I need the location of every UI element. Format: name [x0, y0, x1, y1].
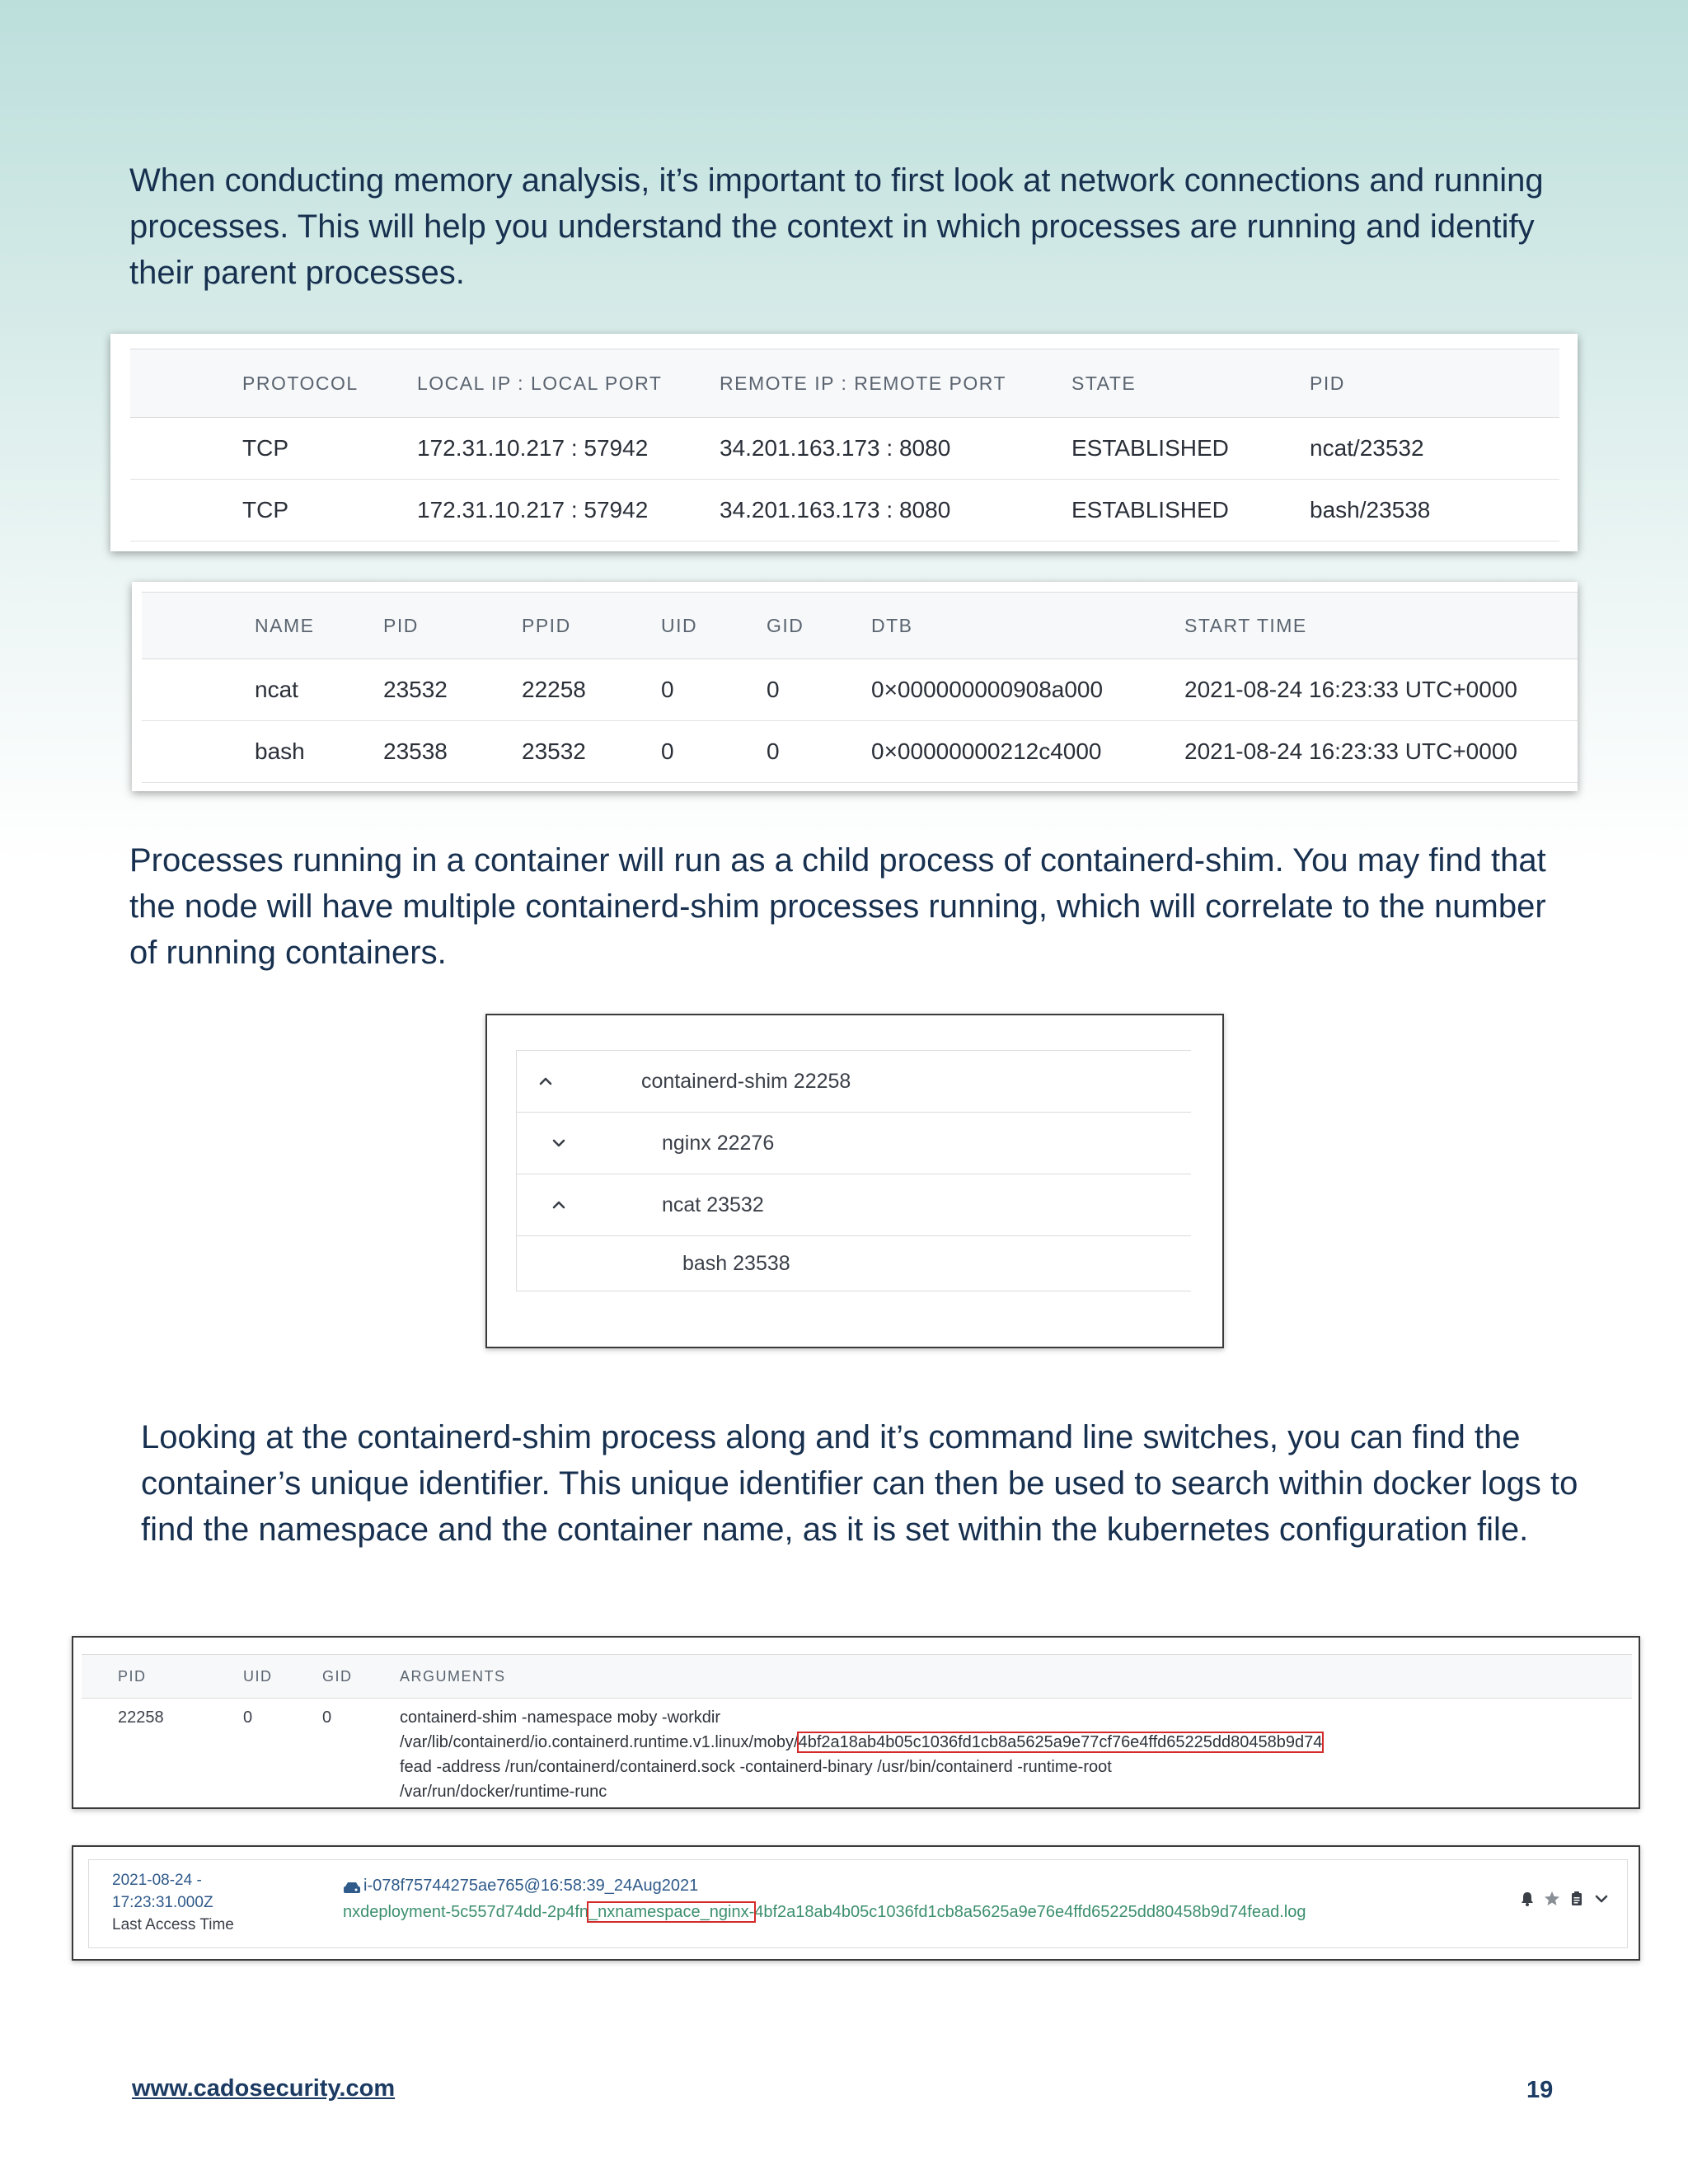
col-start-time: START TIME: [1184, 593, 1578, 659]
chevron-up-icon[interactable]: [550, 1196, 568, 1214]
host-line: [343, 1877, 698, 1896]
log-file-path[interactable]: [343, 1903, 1306, 1922]
table-row[interactable]: [142, 721, 1578, 783]
col-uid: UID: [243, 1668, 273, 1685]
arguments-header-row: [82, 1654, 1632, 1699]
cell: 2021-08-24 16:23:33 UTC+0000: [1184, 721, 1578, 783]
chevron-down-icon[interactable]: [550, 1134, 568, 1152]
cell: ncat/23532: [1310, 418, 1559, 480]
col-uid: UID: [661, 593, 767, 659]
cell: ESTABLISHED: [1071, 480, 1310, 541]
path-suffix: 4bf2a18ab4b05c1036fd1cb8a5625a9e76e4ffd65225dd80458b9d74fead.log: [754, 1903, 1306, 1921]
log-actions: [1518, 1890, 1611, 1912]
chevron-down-icon[interactable]: [1592, 1890, 1611, 1912]
cell: 0: [661, 721, 767, 783]
cell: 0×000000000908a000: [871, 659, 1184, 721]
table-row[interactable]: [130, 418, 1559, 480]
col-ppid: PPID: [522, 593, 661, 659]
chevron-up-icon[interactable]: [537, 1072, 555, 1090]
tree-item-ncat[interactable]: [517, 1174, 1191, 1235]
tree-item-label: bash 23538: [682, 1251, 790, 1275]
access-time-label: Last Access Time: [112, 1916, 234, 1933]
network-connections-table: [110, 334, 1578, 551]
cell: bash/23538: [1310, 480, 1559, 541]
process-table: [132, 582, 1578, 791]
process-header-row: [142, 593, 1578, 659]
col-state: STATE: [1071, 349, 1310, 418]
cell: 0×00000000212c4000: [871, 721, 1184, 783]
cell: 2021-08-24 16:23:33 UTC+0000: [1184, 659, 1578, 721]
cell: 23532: [383, 659, 522, 721]
col-pid: PID: [1310, 349, 1559, 418]
namespace-highlight: _nxnamespace_nginx-: [588, 1903, 755, 1921]
cell: 172.31.10.217 : 57942: [417, 418, 720, 480]
tree-item-nginx[interactable]: [517, 1112, 1191, 1174]
argument-line: containerd-shim -namespace moby -workdir: [400, 1708, 721, 1727]
process-tree: [516, 1050, 1191, 1291]
tree-item-label: nginx 22276: [662, 1131, 775, 1155]
cell: 34.201.163.173 : 8080: [720, 480, 1071, 541]
col-pid: PID: [383, 593, 522, 659]
pid-value: 22258: [118, 1708, 164, 1727]
table-row[interactable]: [130, 480, 1559, 541]
col-gid: GID: [322, 1668, 353, 1685]
server-icon: [343, 1880, 361, 1893]
access-time: 17:23:31.000Z: [112, 1894, 213, 1911]
cell: 0: [767, 721, 871, 783]
cell: 0: [767, 659, 871, 721]
cell: ESTABLISHED: [1071, 418, 1310, 480]
container-id-highlight: 4bf2a18ab4b05c1036fd1cb8a5625a9e77cf76e4ffd65225dd80458b9d74: [798, 1733, 1323, 1751]
footer-website-link[interactable]: www.cadosecurity.com: [132, 2075, 396, 2102]
cell: TCP: [242, 480, 417, 541]
docker-log-entry: [72, 1845, 1640, 1961]
cell: 172.31.10.217 : 57942: [417, 480, 720, 541]
col-dtb: DTB: [871, 593, 1184, 659]
col-remote: REMOTE IP : REMOTE PORT: [720, 349, 1071, 418]
cell: 34.201.163.173 : 8080: [720, 418, 1071, 480]
identifier-paragraph: Looking at the containerd-shim process along and it’s command line switches, you can find the container’s unique identifier. This unique identifier can then be used to search within docker logs to find the namespace and the container name, as it is set within the kubernetes configuration file.: [141, 1419, 1578, 1548]
col-name: NAME: [255, 593, 383, 659]
cell: ncat: [255, 659, 383, 721]
cell: TCP: [242, 418, 417, 480]
intro-paragraph: When conducting memory analysis, it’s important to first look at network connections and running processes. This will help you understand the context in which processes are running and identify their parent processes.: [129, 162, 1544, 291]
cell: 23532: [522, 721, 661, 783]
col-pid: PID: [118, 1668, 147, 1685]
path-prefix: nxdeployment-5c557d74dd-2p4fn: [343, 1903, 588, 1921]
log-row[interactable]: [88, 1859, 1628, 1948]
tree-item-label: containerd-shim 22258: [641, 1069, 851, 1093]
cell: 23538: [383, 721, 522, 783]
process-arguments-table: [72, 1636, 1640, 1809]
container-paragraph: Processes running in a container will run as a child process of containerd-shim. You may find that the node will have multiple containerd-shim processes running, which will correlate to the number of running containers.: [129, 842, 1546, 971]
network-header-row: [130, 349, 1559, 418]
tree-item-label: ncat 23532: [662, 1193, 764, 1216]
host-name: i-078f75744275ae765@16:58:39_24Aug2021: [363, 1877, 699, 1895]
table-row[interactable]: [82, 1699, 1632, 1806]
col-local: LOCAL IP : LOCAL PORT: [417, 349, 720, 418]
tree-item-containerd-shim[interactable]: [517, 1050, 1191, 1112]
access-date: 2021-08-24 -: [112, 1872, 202, 1889]
tree-item-bash[interactable]: [517, 1235, 1191, 1291]
process-tree-panel: [485, 1014, 1224, 1348]
col-protocol: PROTOCOL: [242, 349, 417, 418]
cell: 0: [661, 659, 767, 721]
star-icon[interactable]: [1543, 1890, 1561, 1912]
argument-line: fead -address /run/containerd/containerd.sock -containerd-binary /usr/bin/containerd -runtime-root: [400, 1758, 1112, 1776]
cell: bash: [255, 721, 383, 783]
bell-icon[interactable]: [1518, 1890, 1536, 1912]
gid-value: 0: [322, 1708, 332, 1727]
col-gid: GID: [767, 593, 871, 659]
argument-line: [400, 1733, 1322, 1752]
table-row[interactable]: [142, 659, 1578, 721]
clipboard-icon[interactable]: [1568, 1890, 1586, 1912]
uid-value: 0: [243, 1708, 253, 1727]
argument-line: /var/run/docker/runtime-runc: [400, 1783, 607, 1801]
cell: 22258: [522, 659, 661, 721]
page-number: 19: [1526, 2077, 1554, 2103]
col-arguments: ARGUMENTS: [400, 1668, 506, 1685]
argument-path: /var/lib/containerd/io.containerd.runtime.v1.linux/moby/: [400, 1733, 799, 1751]
